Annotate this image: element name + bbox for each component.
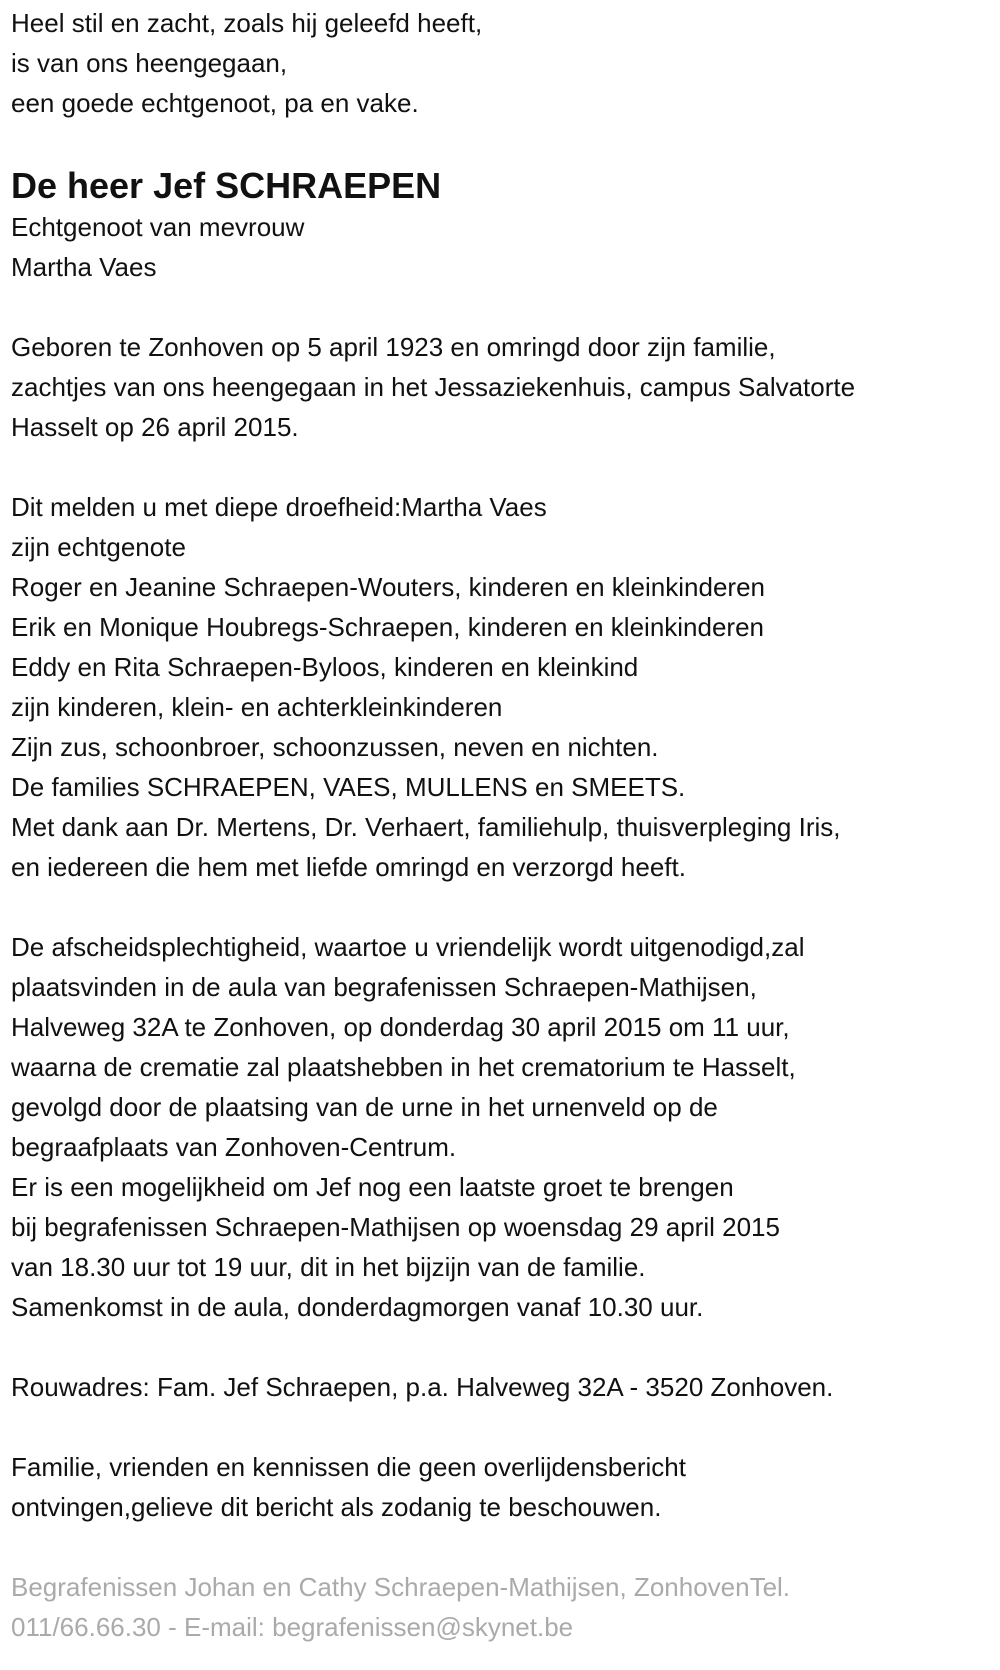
birth-line: zachtjes van ons heengegaan in het Jessaziekenhuis, campus Salvatorte [11,372,856,402]
deceased-name: De heer Jef SCHRAEPEN [11,165,442,206]
spouse-info [11,207,989,287]
ceremony-line: van 18.30 uur tot 19 uur, dit in het bijzijn van de familie. [11,1252,646,1282]
mourners-line: zijn echtgenote [11,532,186,562]
ceremony-line: Er is een mogelijkheid om Jef nog een laatste groet te brengen [11,1172,734,1202]
ceremony-line: begraafplaats van Zonhoven-Centrum. [11,1132,457,1162]
mourners-line: Zijn zus, schoonbroer, schoonzussen, neven en nichten. [11,732,659,762]
notice [11,1447,989,1527]
mourners-line: De families SCHRAEPEN, VAES, MULLENS en SMEETS. [11,772,686,802]
ceremony-line: Halveweg 32A te Zonhoven, op donderdag 30 april 2015 om 11 uur, [11,1012,790,1042]
mourners-line: Roger en Jeanine Schraepen-Wouters, kinderen en kleinkinderen [11,572,765,602]
address-line: Rouwadres: Fam. Jef Schraepen, p.a. Halveweg 32A - 3520 Zonhoven. [11,1372,834,1402]
intro-line: een goede echtgenoot, pa en vake. [11,88,419,118]
mourners-line: zijn kinderen, klein- en achterkleinkinderen [11,692,503,722]
intro-verse [11,3,989,123]
footer-line: 011/66.66.30 - E-mail: begrafenissen@skynet.be [11,1612,574,1642]
spouse-line: Echtgenoot van mevrouw [11,212,305,242]
mourners-line: en iedereen die hem met liefde omringd en verzorgd heeft. [11,852,686,882]
mourners-line: Dit melden u met diepe droefheid:Martha Vaes [11,492,547,522]
ceremony-line: De afscheidsplechtigheid, waartoe u vriendelijk wordt uitgenodigd,zal [11,932,805,962]
mourners-line: Erik en Monique Houbregs-Schraepen, kinderen en kleinkinderen [11,612,765,642]
birth-death-info [11,327,989,447]
mourning-address [11,1367,989,1407]
ceremony-line: plaatsvinden in de aula van begrafenissen Schraepen-Mathijsen, [11,972,757,1002]
intro-line: Heel stil en zacht, zoals hij geleefd heeft, [11,8,483,38]
ceremony-line: bij begrafenissen Schraepen-Mathijsen op woensdag 29 april 2015 [11,1212,780,1242]
birth-line: Hasselt op 26 april 2015. [11,412,299,442]
ceremony-line: waarna de crematie zal plaatshebben in het crematorium te Hasselt, [11,1052,796,1082]
ceremony-info [11,927,989,1327]
funeral-home-footer [11,1567,989,1647]
mourners-line: Eddy en Rita Schraepen-Byloos, kinderen en kleinkind [11,652,639,682]
birth-line: Geboren te Zonhoven op 5 april 1923 en omringd door zijn familie, [11,332,776,362]
ceremony-line: Samenkomst in de aula, donderdagmorgen vanaf 10.30 uur. [11,1292,704,1322]
mourners-list [11,487,989,887]
ceremony-line: gevolgd door de plaatsing van de urne in het urnenveld op de [11,1092,718,1122]
mourners-line: Met dank aan Dr. Mertens, Dr. Verhaert, familiehulp, thuisverpleging Iris, [11,812,841,842]
footer-line: Begrafenissen Johan en Cathy Schraepen-Mathijsen, ZonhovenTel. [11,1572,791,1602]
spouse-line: Martha Vaes [11,252,157,282]
notice-line: ontvingen,gelieve dit bericht als zodanig te beschouwen. [11,1492,662,1522]
notice-line: Familie, vrienden en kennissen die geen overlijdensbericht [11,1452,686,1482]
intro-line: is van ons heengegaan, [11,48,288,78]
